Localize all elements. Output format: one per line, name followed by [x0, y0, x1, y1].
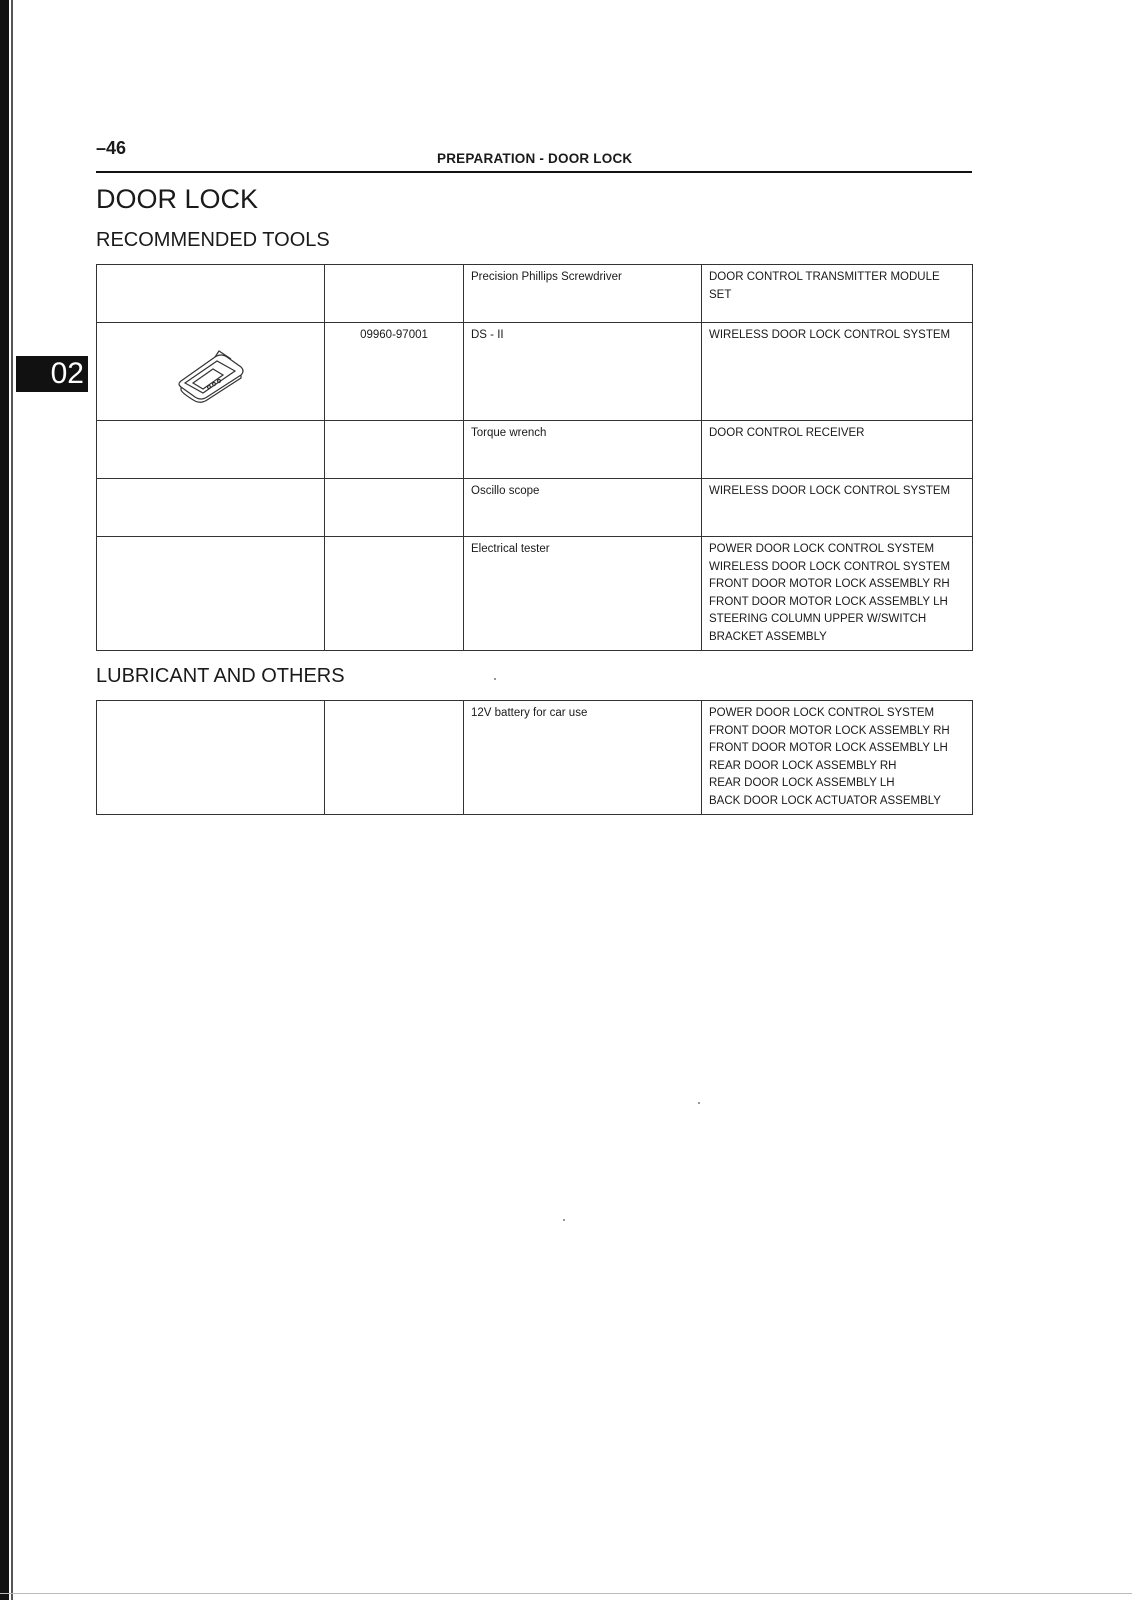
usage-cell [702, 323, 973, 421]
usage-cell [702, 265, 973, 323]
table-row [97, 265, 973, 323]
illustration-cell [97, 701, 325, 815]
page-number: –46 [96, 138, 127, 158]
section-heading-tools: RECOMMENDED TOOLS [96, 229, 330, 251]
table-row [97, 479, 973, 537]
illustration-cell [97, 537, 325, 651]
usage-line: REAR DOOR LOCK ASSEMBLY LH [709, 777, 895, 789]
header-rule [96, 171, 972, 173]
usage-line: REAR DOOR LOCK ASSEMBLY RH [709, 759, 897, 772]
usage-line: FRONT DOOR MOTOR LOCK ASSEMBLY LH [709, 742, 948, 754]
usage-line: BRACKET ASSEMBLY [709, 630, 827, 643]
usage-line: DOOR CONTROL TRANSMITTER MODULE [709, 271, 940, 283]
usage-cell [702, 421, 973, 479]
scan-speck [563, 1219, 565, 1221]
table-row [97, 537, 973, 651]
usage-cell [702, 479, 973, 537]
usage-cell [702, 701, 973, 815]
binding-edge-line [11, 0, 13, 1600]
tool-name-cell: Oscillo scope [464, 479, 702, 537]
usage-line: DOOR CONTROL RECEIVER [709, 427, 865, 439]
page-title: DOOR LOCK [96, 184, 259, 214]
illustration-cell [97, 479, 325, 537]
table-row [97, 701, 973, 815]
section-heading-lubricants: LUBRICANT AND OTHERS [96, 665, 345, 687]
tool-name-cell: Torque wrench [464, 421, 702, 479]
usage-line: FRONT DOOR MOTOR LOCK ASSEMBLY LH [709, 595, 948, 608]
lubricants-table [96, 700, 973, 815]
usage-line: STEERING COLUMN UPPER W/SWITCH [709, 613, 927, 625]
usage-line: SET [709, 288, 732, 301]
chapter-tab: 02 [16, 356, 88, 392]
scan-speck [698, 1102, 700, 1104]
illustration-cell [97, 323, 325, 421]
scan-bottom-edge [0, 1593, 1132, 1594]
item-name-cell: 12V battery for car use [464, 701, 702, 815]
usage-line: FRONT DOOR MOTOR LOCK ASSEMBLY RH [709, 724, 950, 737]
recommended-tools-table [96, 264, 973, 651]
usage-line: POWER DOOR LOCK CONTROL SYSTEM [709, 543, 935, 555]
usage-line: WIRELESS DOOR LOCK CONTROL SYSTEM [709, 560, 951, 573]
running-head: PREPARATION - DOOR LOCK [437, 151, 633, 166]
usage-line: BACK DOOR LOCK ACTUATOR ASSEMBLY [709, 794, 941, 807]
part-number-cell: 09960-97001 [325, 323, 464, 421]
handheld-tester-icon [171, 345, 251, 405]
tool-name-cell: Electrical tester [464, 537, 702, 651]
tool-name-cell: Precision Phillips Screwdriver [464, 265, 702, 323]
usage-line: WIRELESS DOOR LOCK CONTROL SYSTEM [709, 485, 951, 497]
table-row [97, 421, 973, 479]
usage-line: WIRELESS DOOR LOCK CONTROL SYSTEM [709, 329, 951, 341]
illustration-cell [97, 265, 325, 323]
tool-name-cell: DS - II [464, 323, 702, 421]
part-number-cell [325, 265, 464, 323]
table-row [97, 323, 973, 421]
binding-edge-bar [0, 0, 9, 1600]
part-number-cell [325, 701, 464, 815]
illustration-cell [97, 421, 325, 479]
part-number-cell [325, 537, 464, 651]
usage-cell [702, 537, 973, 651]
usage-line: POWER DOOR LOCK CONTROL SYSTEM [709, 707, 935, 719]
part-number-cell [325, 479, 464, 537]
scan-speck [494, 678, 496, 680]
usage-line: FRONT DOOR MOTOR LOCK ASSEMBLY RH [709, 578, 950, 590]
part-number-cell [325, 421, 464, 479]
